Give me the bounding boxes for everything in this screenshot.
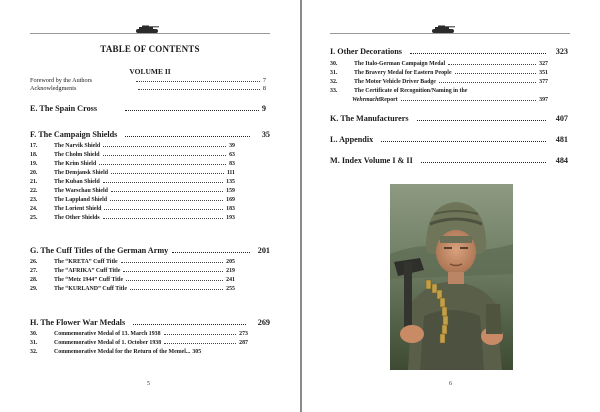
toc-section-m[interactable] [330, 156, 568, 165]
item-number: 26. [30, 259, 38, 265]
item-number: 20. [30, 170, 38, 176]
dot-leader [421, 162, 546, 163]
item-page-number: 83 [229, 161, 235, 167]
item-label: The Lorient Shield [54, 206, 102, 212]
dot-leader [104, 209, 223, 210]
tank-silhouette-icon [430, 24, 456, 34]
section-page-number: 9 [261, 104, 266, 113]
toc-section-g[interactable] [30, 246, 270, 255]
dot-leader [410, 53, 546, 54]
item-number: 17. [30, 143, 38, 149]
section-label: K. The Manufacturers [330, 114, 409, 123]
item-label: The Demjansk Shield [54, 170, 109, 176]
dot-leader [123, 271, 223, 272]
section-page-number: 407 [555, 114, 568, 123]
section-label: H. The Flower War Medals [30, 318, 126, 327]
toc-item[interactable] [30, 277, 235, 283]
toc-item[interactable] [30, 179, 235, 185]
toc-label: Foreword by the Authors [30, 77, 93, 84]
item-number: 18. [30, 152, 38, 158]
toc-item[interactable] [330, 61, 548, 67]
item-page-number: 241 [226, 277, 235, 283]
toc-item[interactable] [30, 188, 235, 194]
dot-leader [103, 182, 223, 183]
item-label: The Narvik Shield [54, 143, 101, 149]
item-page-number: 135 [226, 179, 235, 185]
toc-section-l[interactable] [330, 135, 568, 144]
item-label: Commemorative Medal of 13. March 1938 [54, 331, 161, 337]
item-page-number: 273 [239, 331, 248, 337]
item-label: The Warschau Shield [54, 188, 108, 194]
toc-section-e[interactable] [30, 104, 266, 113]
item-label: Commemorative Medal for the Return of the Memel... [54, 349, 191, 355]
toc-item[interactable] [30, 152, 235, 158]
toc-label: Acknowledgments [30, 85, 77, 92]
dot-leader [138, 89, 260, 90]
item-label: The Other Shields [54, 215, 100, 221]
tank-silhouette-icon [134, 24, 160, 34]
item-page-number: 193 [226, 215, 235, 221]
item-number: 24. [30, 206, 38, 212]
section-page-number: 35 [261, 130, 270, 139]
item-number: 31. [330, 70, 338, 76]
item-label: The “AFRIKA” Cuff Title [54, 268, 121, 274]
item-page-number: 39 [229, 143, 235, 149]
toc-item[interactable] [30, 215, 235, 221]
section-page-number: 269 [257, 318, 270, 327]
toc-section-h[interactable] [30, 318, 270, 327]
dot-leader [133, 324, 246, 325]
item-number: 31. [30, 340, 38, 346]
toc-item[interactable] [30, 197, 235, 203]
item-label: The Krim Shield [54, 161, 97, 167]
item-number: 28. [30, 277, 38, 283]
soldier-photo-illustration [390, 184, 513, 370]
dot-leader [381, 141, 545, 142]
item-label: The Lappland Shield [54, 197, 108, 203]
item-page-number: 205 [226, 259, 235, 265]
item-number: 23. [30, 197, 38, 203]
item-number: 21. [30, 179, 38, 185]
item-label: The “Metz 1944” Cuff Title [54, 277, 124, 283]
item-page-number: 305 [192, 349, 202, 355]
item-page-number: 63 [229, 152, 235, 158]
item-number: 33. [330, 88, 338, 94]
dot-leader [103, 155, 227, 156]
toc-item[interactable] [30, 349, 248, 355]
section-label: I. Other Decorations [330, 47, 402, 56]
item-number: 32. [30, 349, 38, 355]
item-number: 30. [30, 331, 38, 337]
toc-item[interactable] [30, 143, 235, 149]
item-page-number: 111 [226, 170, 235, 176]
item-page-number: 377 [539, 79, 548, 85]
toc-item[interactable] [30, 161, 235, 167]
dot-leader [164, 343, 236, 344]
item-label-tail: Report [380, 97, 398, 103]
toc-item[interactable] [30, 259, 235, 265]
section-label: G. The Cuff Titles of the German Army [30, 246, 169, 255]
toc-page-number: 8 [262, 85, 266, 92]
item-label: The Italo-German Campaign Medal [354, 61, 446, 67]
section-page-number: 481 [555, 135, 568, 144]
dot-leader [455, 73, 537, 74]
volume-heading: VOLUME II [129, 67, 171, 76]
dot-leader [417, 120, 546, 121]
toc-item[interactable] [30, 331, 248, 337]
toc-item[interactable] [30, 286, 235, 292]
toc-item[interactable] [30, 340, 248, 346]
toc-section-i[interactable] [330, 47, 568, 56]
toc-page-number: 7 [262, 77, 266, 84]
toc-item[interactable] [30, 206, 235, 212]
toc-row-acknowledgments[interactable] [30, 85, 266, 92]
page-title: TABLE OF CONTENTS [100, 44, 200, 54]
item-label: The “KURLAND” Cuff Title [54, 286, 127, 292]
toc-item[interactable] [30, 170, 235, 176]
dot-leader [126, 280, 223, 281]
item-number: 29. [30, 286, 38, 292]
toc-item[interactable] [30, 268, 235, 274]
item-label: The Motor Vehicle Driver Badge [354, 79, 436, 85]
item-number: 27. [30, 268, 38, 274]
section-label: L. Appendix [330, 135, 374, 144]
page-number: 5 [147, 381, 150, 387]
toc-section-k[interactable] [330, 114, 568, 123]
section-page-number: 201 [257, 246, 270, 255]
item-label-italic: Wehrmacht [352, 97, 381, 103]
item-page-number: 255 [226, 286, 235, 292]
section-label: F. The Campaign Shields [30, 130, 118, 139]
item-label: The Cholm Shield [54, 152, 100, 158]
dot-leader [448, 64, 536, 65]
soldier-photo [390, 184, 513, 370]
toc-row-foreword[interactable] [30, 77, 266, 84]
item-number: 19. [30, 161, 38, 167]
dot-leader [172, 252, 249, 253]
page-number: 6 [449, 381, 452, 387]
item-page-number: 219 [226, 268, 235, 274]
item-label: Commemorative Medal of 1. October 1938 [54, 340, 162, 346]
dot-leader [103, 218, 223, 219]
item-page-number: 351 [539, 70, 548, 76]
item-number: 22. [30, 188, 38, 194]
toc-item[interactable] [330, 79, 548, 85]
item-page-number: 169 [226, 197, 235, 203]
item-page-number: 287 [239, 340, 248, 346]
dot-leader [99, 164, 226, 165]
dot-leader [121, 262, 223, 263]
dot-leader [401, 100, 536, 101]
toc-item[interactable] [330, 70, 548, 76]
item-number: 25. [30, 215, 38, 221]
dot-leader [439, 82, 536, 83]
dot-leader [110, 200, 223, 201]
section-label: E. The Spain Cross [30, 104, 98, 113]
item-page-number: 183 [226, 206, 235, 212]
item-page-number: 397 [539, 97, 548, 103]
dot-leader [164, 334, 237, 335]
item-label: The Kuban Shield [54, 179, 100, 185]
item-label: The Certificate of Recognition/Naming in the [354, 88, 468, 94]
dot-leader [111, 173, 224, 174]
dot-leader [130, 289, 223, 290]
section-page-number: 484 [555, 156, 568, 165]
toc-section-f[interactable] [30, 130, 270, 139]
section-page-number: 323 [555, 47, 568, 56]
item-label: The Bravery Medal for Eastern People [354, 70, 452, 76]
toc-item-continuation[interactable] [352, 97, 548, 103]
dot-leader [125, 136, 249, 137]
dot-leader [136, 81, 260, 82]
item-number: 30. [330, 61, 338, 67]
dot-leader [125, 110, 259, 111]
dot-leader [111, 191, 223, 192]
item-label: The “KRETA” Cuff Title [54, 259, 118, 265]
item-page-number: 327 [539, 61, 548, 67]
toc-item-multiline[interactable] [330, 88, 467, 94]
section-label: M. Index Volume I & II [330, 156, 413, 165]
dot-leader [103, 146, 226, 147]
item-number: 32. [330, 79, 338, 85]
item-page-number: 159 [226, 188, 235, 194]
